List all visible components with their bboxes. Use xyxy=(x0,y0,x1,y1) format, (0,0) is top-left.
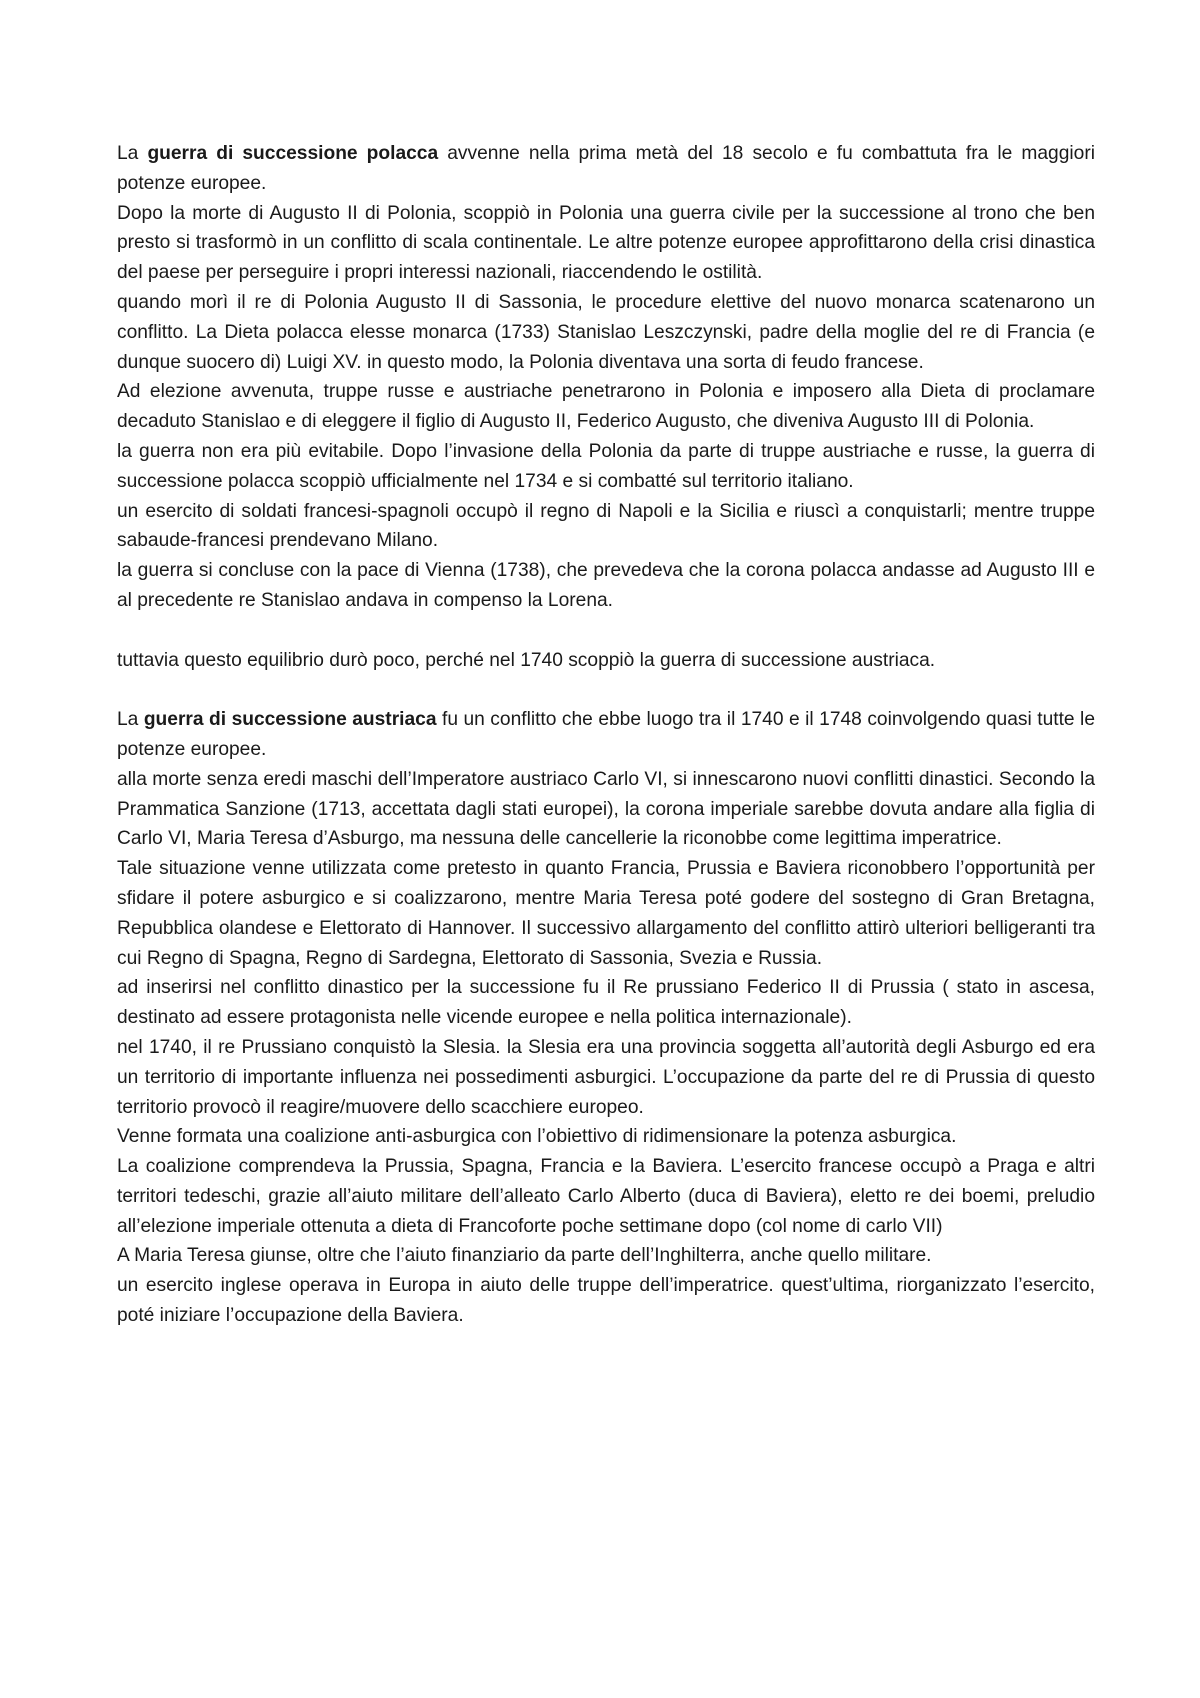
section2-paragraph: un esercito inglese operava in Europa in aiuto delle truppe dell’imperatrice. quest’ultima, riorganizzato l’esercito, poté iniziare l’occupazione della Baviera. xyxy=(117,1275,1095,1327)
section2-intro-paragraph xyxy=(117,705,1095,765)
section2-paragraph: Venne formata una coalizione anti-asburgica con l’obiettivo di ridimensionare la potenza asburgica. xyxy=(117,1126,957,1148)
paragraph-gap xyxy=(117,616,1095,646)
section1-paragraph: la guerra si concluse con la pace di Vienna (1738), che prevedeva che la corona polacca andasse ad Augusto III e al precedente re Stanislao andava in compenso la Lorena. xyxy=(117,560,1095,611)
document-page xyxy=(117,139,1095,1331)
section1-paragraph: la guerra non era più evitabile. Dopo l’invasione della Polonia da parte di truppe austriache e russe, la guerra di successione polacca scoppiò ufficialmente nel 1734 e si combatté sul territorio italiano. xyxy=(117,440,1095,492)
section1-intro-lead: La xyxy=(117,143,148,164)
section1-paragraph: quando morì il re di Polonia Augusto II di Sassonia, le procedure elettive del nuovo monarca scatenarono un conflitto. La Dieta polacca elesse monarca (1733) Stanislao Leszczynski, padre della moglie del re di Francia (e dunque suocero di) Luigi XV. in questo modo, la Polonia diventava una sorta di feudo francese. xyxy=(117,291,1095,373)
transition-paragraph: tuttavia questo equilibrio durò poco, perché nel 1740 scoppiò la guerra di successione austriaca. xyxy=(117,649,936,671)
section2-paragraph: La coalizione comprendeva la Prussia, Spagna, Francia e la Baviera. L’esercito francese occupò a Praga e altri territori tedeschi, grazie all’aiuto militare dell’alleato Carlo Alberto (duca di Baviera), eletto re dei boemi, preludio all’elezione imperiale ottenuta a dieta di Francoforte poche settimane dopo (col nome di carlo VII) xyxy=(117,1156,1095,1237)
section2-paragraph: A Maria Teresa giunse, oltre che l’aiuto finanziario da parte dell’Inghilterra, anche quello militare. xyxy=(117,1245,932,1267)
paragraph-gap xyxy=(117,675,1095,705)
section1-paragraph: Ad elezione avvenuta, truppe russe e austriache penetrarono in Polonia e imposero alla Dieta di proclamare decaduto Stanislao e di eleggere il figlio di Augusto II, Federico Augusto, che diveniva Augusto III di Polonia. xyxy=(117,381,1095,433)
section2-intro-lead: La xyxy=(117,709,144,731)
section2-title-bold: guerra di successione austriaca xyxy=(143,709,437,731)
section1-intro-paragraph xyxy=(117,139,1095,199)
section1-paragraph: Dopo la morte di Augusto II di Polonia, scoppiò in Polonia una guerra civile per la successione al trono che ben presto si trasformò in un conflitto di scala continentale. Le altre potenze europee approfittarono della crisi dinastica del paese per perseguire i propri interessi nazionali, riaccendendo le ostilità. xyxy=(117,202,1095,284)
section2-paragraph: nel 1740, il re Prussiano conquistò la Slesia. la Slesia era una provincia soggetta all’autorità degli Asburgo ed era un territorio di importante influenza nei possedimenti asburgici. L’occupazione da parte del re di Prussia di questo territorio provocò il reagire/muovere dello scacchiere europeo. xyxy=(117,1036,1095,1118)
section2-paragraph: ad inserirsi nel conflitto dinastico per la successione fu il Re prussiano Federico II di Prussia ( stato in ascesa, destinato ad essere protagonista nelle vicende europee e nella politica internazionale). xyxy=(117,977,1095,1029)
section1-paragraph: un esercito di soldati francesi-spagnoli occupò il regno di Napoli e la Sicilia e riuscì a conquistarli; mentre truppe sabaude-francesi prendevano Milano. xyxy=(117,500,1095,552)
section2-paragraph: Tale situazione venne utilizzata come pretesto in quanto Francia, Prussia e Baviera riconobbero l’opportunità per sfidare il potere asburgico e si coalizzarono, mentre Maria Teresa poté godere del sostegno di Gran Bretagna, Repubblica olandese e Elettorato di Hannover. Il successivo allargamento del conflitto attirò ulteriori belligeranti tra cui Regno di Spagna, Regno di Sardegna, Elettorato di Sassonia, Svezia e Russia. xyxy=(117,858,1095,969)
section1-title-bold: guerra di successione polacca xyxy=(147,143,439,164)
section2-paragraph: alla morte senza eredi maschi dell’Imperatore austriaco Carlo VI, si innescarono nuovi conflitti dinastici. Secondo la Prammatica Sanzione (1713, accettata dagli stati europei), la corona imperiale sarebbe dovuta andare alla figlia di Carlo VI, Maria Teresa d’Asburgo, ma nessuna delle cancellerie la riconobbe come legittima imperatrice. xyxy=(117,768,1095,850)
section2-intro-rest: fu un conflitto che ebbe luogo tra il 1740 e il 1748 coinvolgendo quasi tutte le potenze europee. xyxy=(117,709,1095,760)
section1-intro-rest: avvenne nella prima metà del 18 secolo e fu combattuta fra le maggiori potenze europee. xyxy=(117,143,1095,194)
